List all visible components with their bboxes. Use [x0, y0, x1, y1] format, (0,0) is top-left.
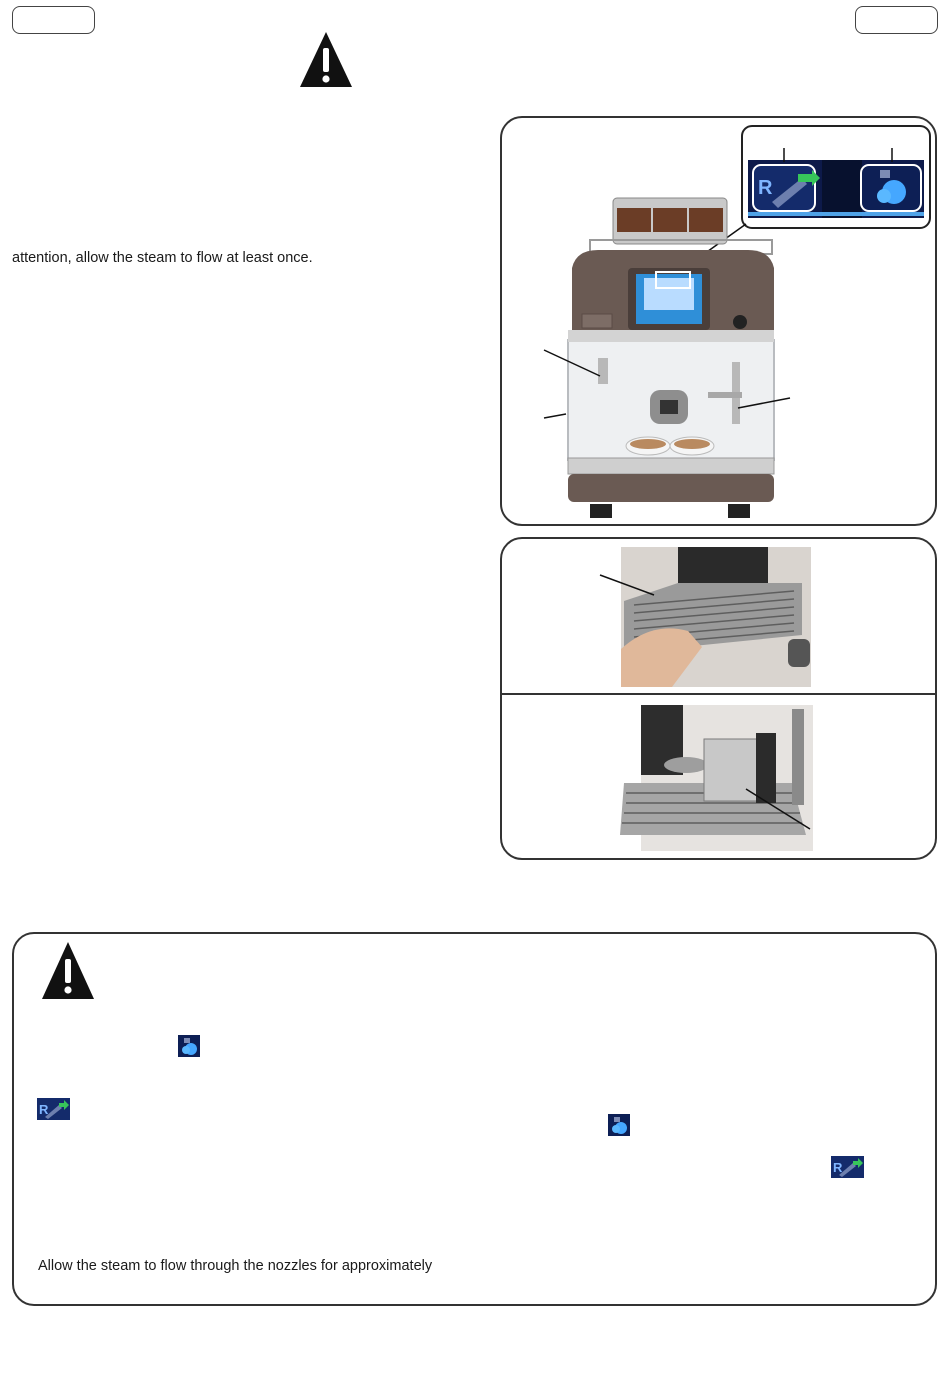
machine-figure-panel: [500, 116, 937, 526]
warning-triangle-icon: [40, 940, 96, 1000]
steam-purge-icon: [831, 1156, 864, 1178]
svg-text:R: R: [39, 1102, 49, 1117]
page-tab-right: [855, 6, 938, 34]
steam-flow-note-text: Allow the steam to flow through the nozzles for approximately: [38, 1258, 433, 1274]
warning-triangle-icon: [298, 30, 354, 88]
maintenance-figure-panel: [500, 537, 937, 860]
steam-nozzle-icon: [178, 1035, 200, 1057]
drip-tray-removal-photo: [502, 539, 937, 693]
superautomatic-espresso-machine-photo: [502, 118, 937, 526]
svg-text:R: R: [833, 1160, 843, 1175]
steam-instruction-text: attention, allow the steam to flow at least once.: [12, 250, 313, 266]
steam-nozzle-icon: [608, 1114, 630, 1136]
steam-purge-icon: [37, 1098, 70, 1120]
warning-note-box: [12, 932, 937, 1306]
page-tab-left: [12, 6, 95, 34]
svg-text:R: R: [758, 177, 773, 199]
grounds-container-photo: [502, 695, 937, 860]
